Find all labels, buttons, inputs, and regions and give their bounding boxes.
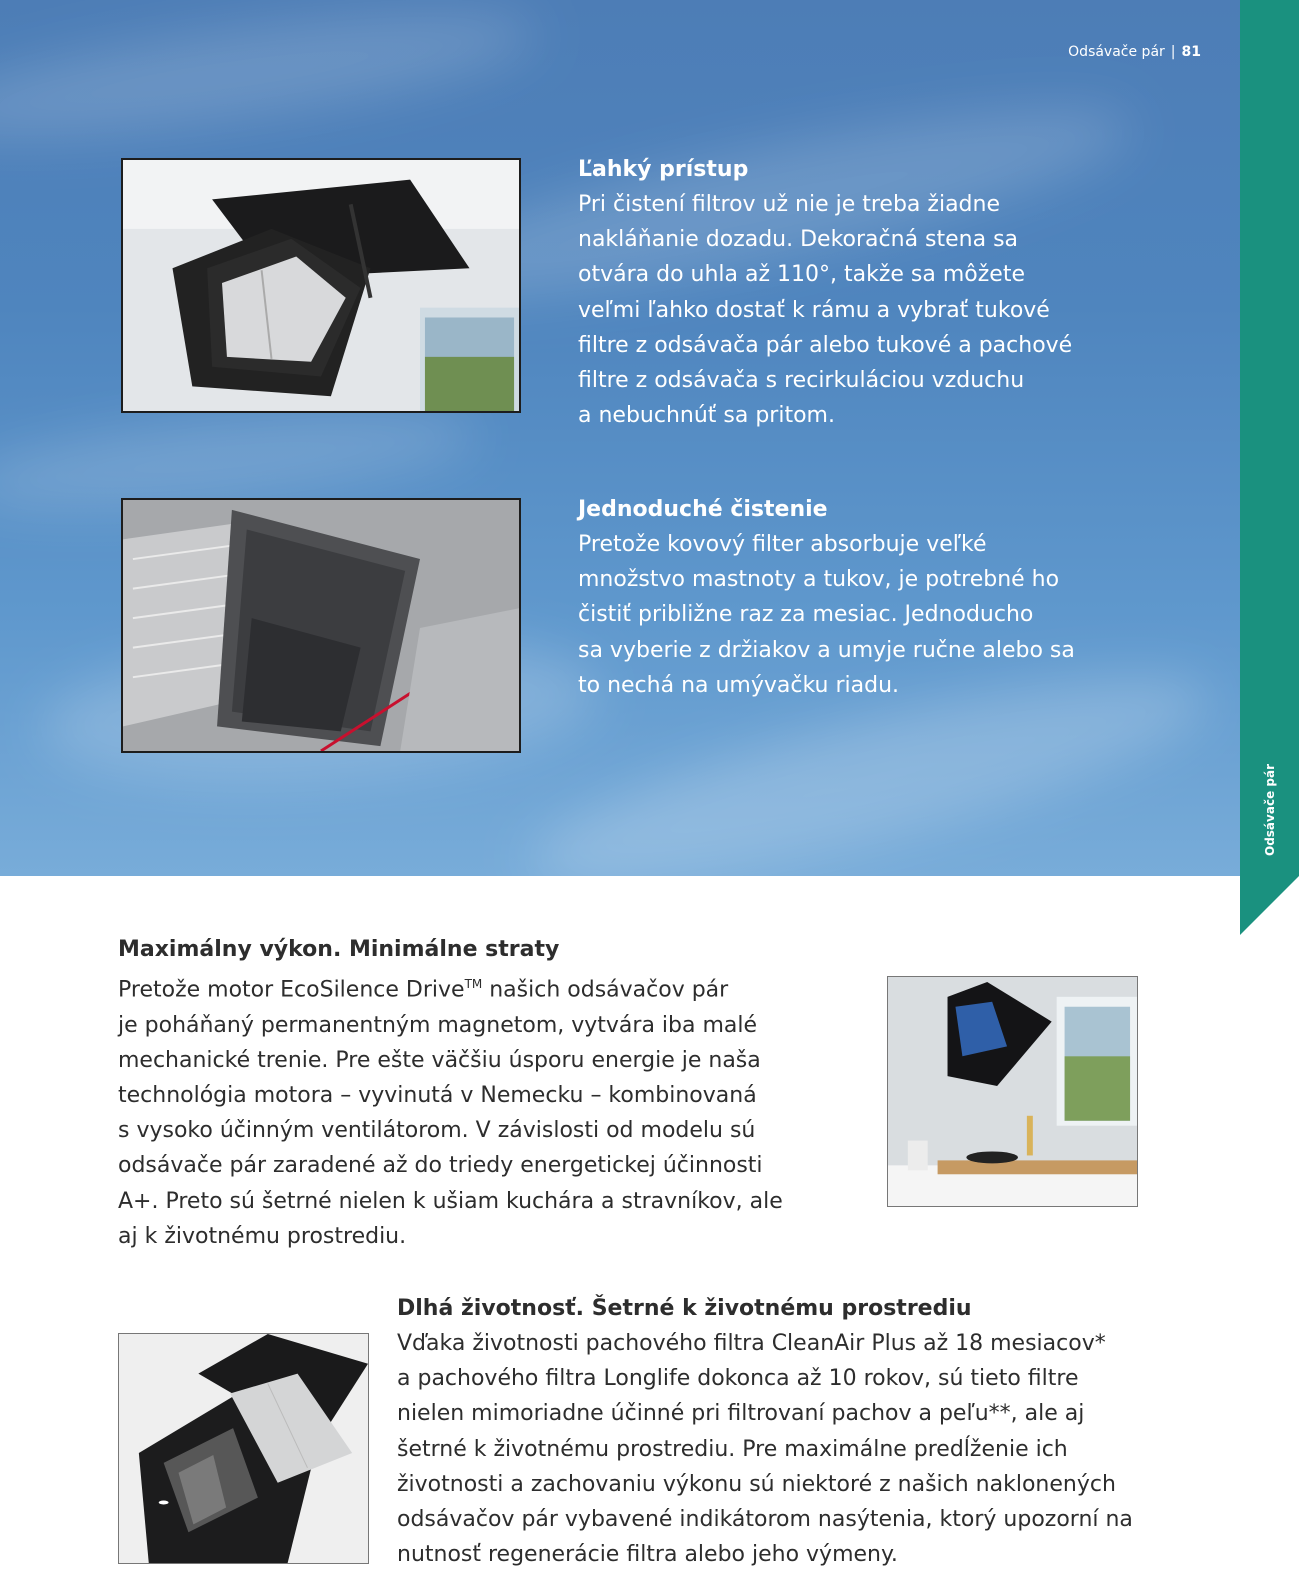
paragraph-line: odsávačov pár vybavené indikátorom nasýtenia, ktorý upozorní na — [397, 1507, 1133, 1533]
paragraph-line: veľmi ľahko dostať k rámu a vybrať tukové — [578, 297, 1050, 323]
side-tab — [1240, 0, 1299, 876]
section-title: Dlhá životnosť. Šetrné k životnému prostrediu — [397, 1296, 972, 1321]
section-name: Odsávače pár — [1068, 44, 1165, 60]
paragraph-line: A+. Preto sú šetrné nielen k ušiam kuchára a stravníkov, ale — [118, 1188, 783, 1214]
section-easy-access — [578, 152, 1138, 433]
paragraph-line: filtre z odsávača s recirkuláciou vzduchu — [578, 368, 1025, 394]
paragraph-line — [118, 967, 838, 1008]
paragraph-line: to nechá na umývačku riadu. — [578, 672, 900, 698]
page-number: 81 — [1181, 44, 1201, 60]
paragraph-line: a nebuchnúť sa pritom. — [578, 403, 835, 429]
paragraph-line: odsávače pár zaradené až do triedy energetickej účinnosti — [118, 1153, 763, 1179]
section-title: Ľahký prístup — [578, 157, 749, 182]
paragraph-line: aj k životnému prostrediu. — [118, 1223, 407, 1249]
page-header — [1068, 44, 1201, 60]
paragraph-line: šetrné k životnému prostrediu. Pre maximálne predĺženie ich — [397, 1436, 1068, 1462]
paragraph-line: Pri čistení filtrov už nie je treba žiadne — [578, 192, 1000, 217]
paragraph-line: Pretože kovový filter absorbuje veľké — [578, 532, 987, 557]
paragraph-line: Vďaka životnosti pachového filtra CleanAir Plus až 18 mesiacov* — [397, 1331, 1106, 1356]
section-long-life — [397, 1291, 1197, 1572]
paragraph-line: sa vyberie z držiakov a umyje ručne alebo sa — [578, 637, 1075, 663]
hood-filters-photo — [118, 1333, 369, 1564]
paragraph-line: filtre z odsávača pár alebo tukové a pachové — [578, 332, 1073, 358]
paragraph-line: otvára do uhla až 110°, takže sa môžete — [578, 262, 1025, 288]
filter-dishwasher-photo — [121, 498, 521, 753]
paragraph-line: životnosti a zachovaniu výkonu sú niektoré z našich naklonených — [397, 1471, 1116, 1497]
section-title: Jednoduché čistenie — [578, 497, 828, 522]
paragraph-line: a pachového filtra Longlife dokonca až 10 rokov, sú tieto filtre — [397, 1366, 1079, 1392]
hood-open-panel-photo — [121, 158, 521, 413]
section-max-performance — [118, 932, 838, 1254]
trademark-sup: TM — [464, 977, 483, 991]
line-text: našich odsávačov pár — [482, 977, 729, 1003]
paragraph-line: je poháňaný permanentným magnetom, vytvára iba malé — [118, 1012, 758, 1038]
paragraph-line: čistiť približne raz za mesiac. Jednoducho — [578, 602, 1034, 628]
paragraph-line: nakláňanie dozadu. Dekoračná stena sa — [578, 227, 1019, 253]
section-title: Maximálny výkon. Minimálne straty — [118, 937, 560, 962]
side-tab-corner — [1240, 876, 1299, 935]
kitchen-hood-photo — [887, 976, 1138, 1207]
paragraph-line: mechanické trenie. Pre ešte väčšiu úsporu energie je naša — [118, 1047, 761, 1073]
line-text: Pretože motor EcoSilence Drive — [118, 977, 465, 1003]
header-separator: | — [1170, 44, 1176, 60]
side-tab-label: Odsávače pár — [1263, 764, 1277, 856]
paragraph-line: nutnosť regenerácie filtra alebo jeho výmeny. — [397, 1542, 898, 1568]
section-easy-cleaning — [578, 492, 1138, 703]
paragraph-line: technológia motora – vyvinutá v Nemecku – kombinovaná — [118, 1082, 757, 1108]
paragraph-line: s vysoko účinným ventilátorom. V závislosti od modelu sú — [118, 1118, 756, 1144]
paragraph-line: množstvo mastnoty a tukov, je potrebné ho — [578, 567, 1060, 593]
paragraph-line: nielen mimoriadne účinné pri filtrovaní pachov a peľu**, ale aj — [397, 1401, 1085, 1427]
